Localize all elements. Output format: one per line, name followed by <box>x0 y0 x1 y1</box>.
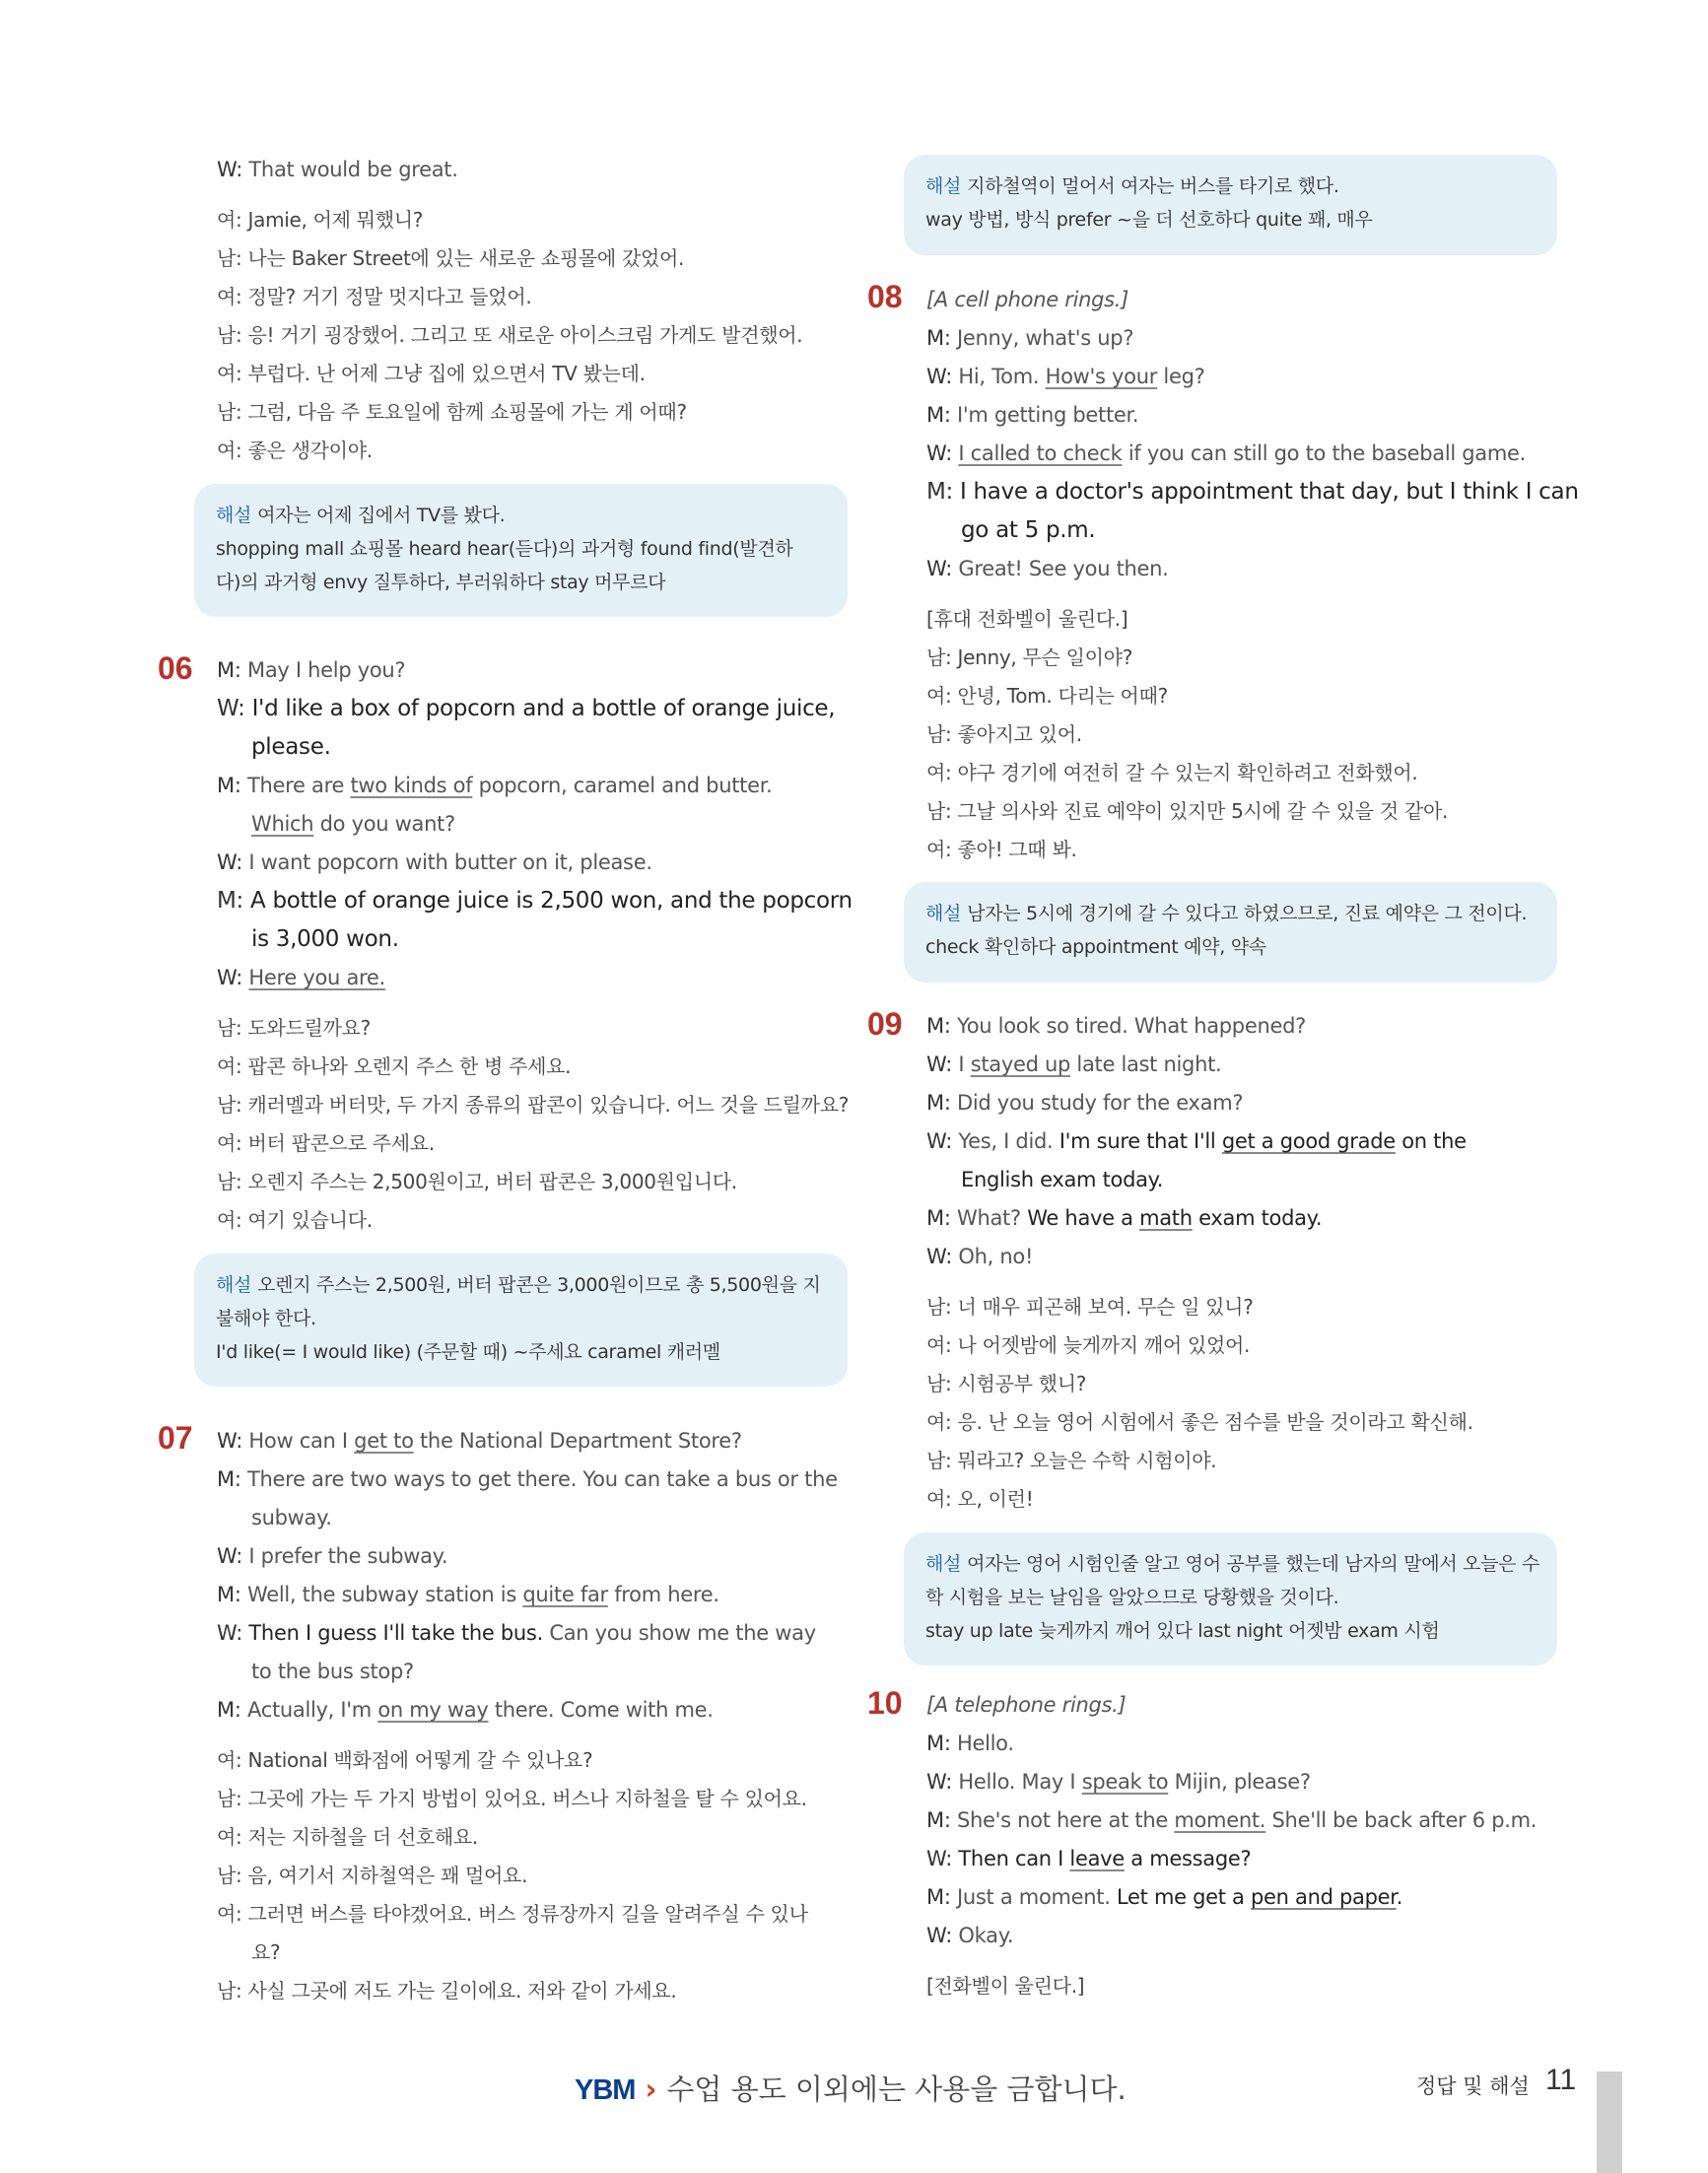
translation-line: 남: 너 매우 피곤해 보여. 무슨 일 있니? <box>926 1295 1254 1319</box>
translation-line: 남: 그날 의사와 진료 예약이 있지만 5시에 갈 수 있을 것 같아. <box>926 799 1449 823</box>
translation-line: 여: 팝콘 하나와 오렌지 주스 한 병 주세요. <box>217 1054 572 1078</box>
translation-line: 요? <box>251 1940 281 1964</box>
translation-line: 여: 여기 있습니다. <box>217 1208 373 1232</box>
translation-line: 남: 뭐라고? 오늘은 수학 시험이야. <box>926 1449 1217 1472</box>
question-number: 07 <box>158 1420 193 1456</box>
question-number: 06 <box>158 650 193 686</box>
dialogue-line: W: That would be great. <box>217 158 458 181</box>
translation-line: 여: 나 어젯밤에 늦게까지 깨어 있었어. <box>926 1333 1251 1357</box>
translation-line: 남: 나는 Baker Street에 있는 새로운 쇼핑몰에 갔었어. <box>217 246 685 270</box>
translation-line: 남: 도와드릴까요? <box>217 1016 371 1040</box>
question-number: 08 <box>867 279 903 314</box>
translation-line: 남: Jenny, 무슨 일이야? <box>926 645 1133 669</box>
explanation-box: 해설 여자는 어제 집에서 TV를 봤다. shopping mall 쇼핑몰 heard hear(듣다)의 과거형 found find(발견하 다)의 과거형 envy 질투하다, 부러워하다 stay 머무르다 <box>194 484 848 617</box>
translation-line: 여: 좋아! 그때 봐. <box>926 838 1077 861</box>
section-label: 정답 및 해설 <box>1416 2074 1530 2098</box>
translation-line: 여: National 백화점에 어떻게 갈 수 있나요? <box>217 1748 593 1772</box>
translation-line: 남: 사실 그곳에 저도 가는 길이에요. 저와 같이 가세요. <box>217 1979 677 2003</box>
ybm-logo: YBM <box>575 2074 636 2106</box>
page-number: 11 <box>1545 2064 1577 2096</box>
translation-line: 여: 정말? 거기 정말 멋지다고 들었어. <box>217 285 532 308</box>
translation-line: 여: Jamie, 어제 뭐했니? <box>217 208 424 232</box>
explanation-box: 해설 남자는 5시에 경기에 갈 수 있다고 하였으므로, 진료 예약은 그 전이다. check 확인하다 appointment 예약, 약속 <box>904 882 1557 983</box>
explanation-box: 해설 오렌지 주스는 2,500원, 버터 팝콘은 3,000원이므로 총 5,500원을 지 불해야 한다. I'd like(= I would like) (주문할 때) ~주세요 caramel 캐러멜 <box>194 1254 848 1387</box>
question-number: 09 <box>867 1006 903 1042</box>
explanation-box: 해설 여자는 영어 시험인줄 알고 영어 공부를 했는데 남자의 말에서 오늘은 수 학 시험을 보는 날임을 알았으므로 당황했을 것이다. stay up late 늦게까지 깨어 있다 last night 어젯밤 exam 시험 <box>904 1532 1557 1665</box>
translation-line: 여: 부럽다. 난 어제 그냥 집에 있으면서 TV 봤는데. <box>217 362 646 385</box>
page-edge-tab <box>1597 2071 1622 2173</box>
explanation-label: 해설 <box>216 1274 252 1296</box>
translation-line: 남: 응! 거기 굉장했어. 그리고 또 새로운 아이스크림 가게도 발견했어. <box>217 323 803 347</box>
translation-line: [휴대 전화벨이 울린다.] <box>926 607 1128 631</box>
translation-line: 남: 오렌지 주스는 2,500원이고, 버터 팝콘은 3,000원입니다. <box>217 1170 737 1193</box>
translation-line: 여: 좋은 생각이야. <box>217 439 373 462</box>
explanation-label: 해설 <box>925 903 962 924</box>
explanation-label: 해설 <box>925 175 962 197</box>
explanation-label: 해설 <box>216 505 252 526</box>
translation-line: 남: 좋아지고 있어. <box>926 722 1082 746</box>
translation-line: 여: 오, 이런! <box>926 1487 1034 1511</box>
translation-line: 남: 그럼, 다음 주 토요일에 함께 쇼핑몰에 가는 게 어때? <box>217 400 687 424</box>
translation-line: 여: 야구 경기에 여전히 갈 수 있는지 확인하려고 전화했어. <box>926 761 1418 784</box>
translation-line: 여: 안녕, Tom. 다리는 어때? <box>926 684 1168 708</box>
translation-line: [전화벨이 울린다.] <box>926 1974 1085 1998</box>
translation-line: 여: 버터 팝콘으로 주세요. <box>217 1131 435 1155</box>
chevron-right-icon: › <box>645 2072 657 2106</box>
explanation-box: 해설 지하철역이 멀어서 여자는 버스를 타기로 했다. way 방법, 방식 prefer ~을 더 선호하다 quite 꽤, 매우 <box>904 155 1557 255</box>
footer-notice: YBM › 수업 용도 이외에는 사용을 금합니다. <box>575 2072 1127 2106</box>
translation-line: 여: 그러면 버스를 타야겠어요. 버스 정류장까지 길을 알려주실 수 있나 <box>217 1902 808 1926</box>
translation-line: 남: 시험공부 했니? <box>926 1372 1087 1395</box>
translation-line: 남: 캐러멜과 버터맛, 두 가지 종류의 팝콘이 있습니다. 어느 것을 드릴까요? <box>217 1093 850 1117</box>
translation-line: 여: 응. 난 오늘 영어 시험에서 좋은 점수를 받을 것이라고 확신해. <box>926 1410 1473 1434</box>
translation-line: 남: 그곳에 가는 두 가지 방법이 있어요. 버스나 지하철을 탈 수 있어요. <box>217 1787 807 1810</box>
translation-line: 남: 음, 여기서 지하철역은 꽤 멀어요. <box>217 1864 528 1887</box>
explanation-label: 해설 <box>925 1553 962 1575</box>
question-number: 10 <box>867 1685 903 1721</box>
translation-line: 여: 저는 지하철을 더 선호해요. <box>217 1825 478 1849</box>
